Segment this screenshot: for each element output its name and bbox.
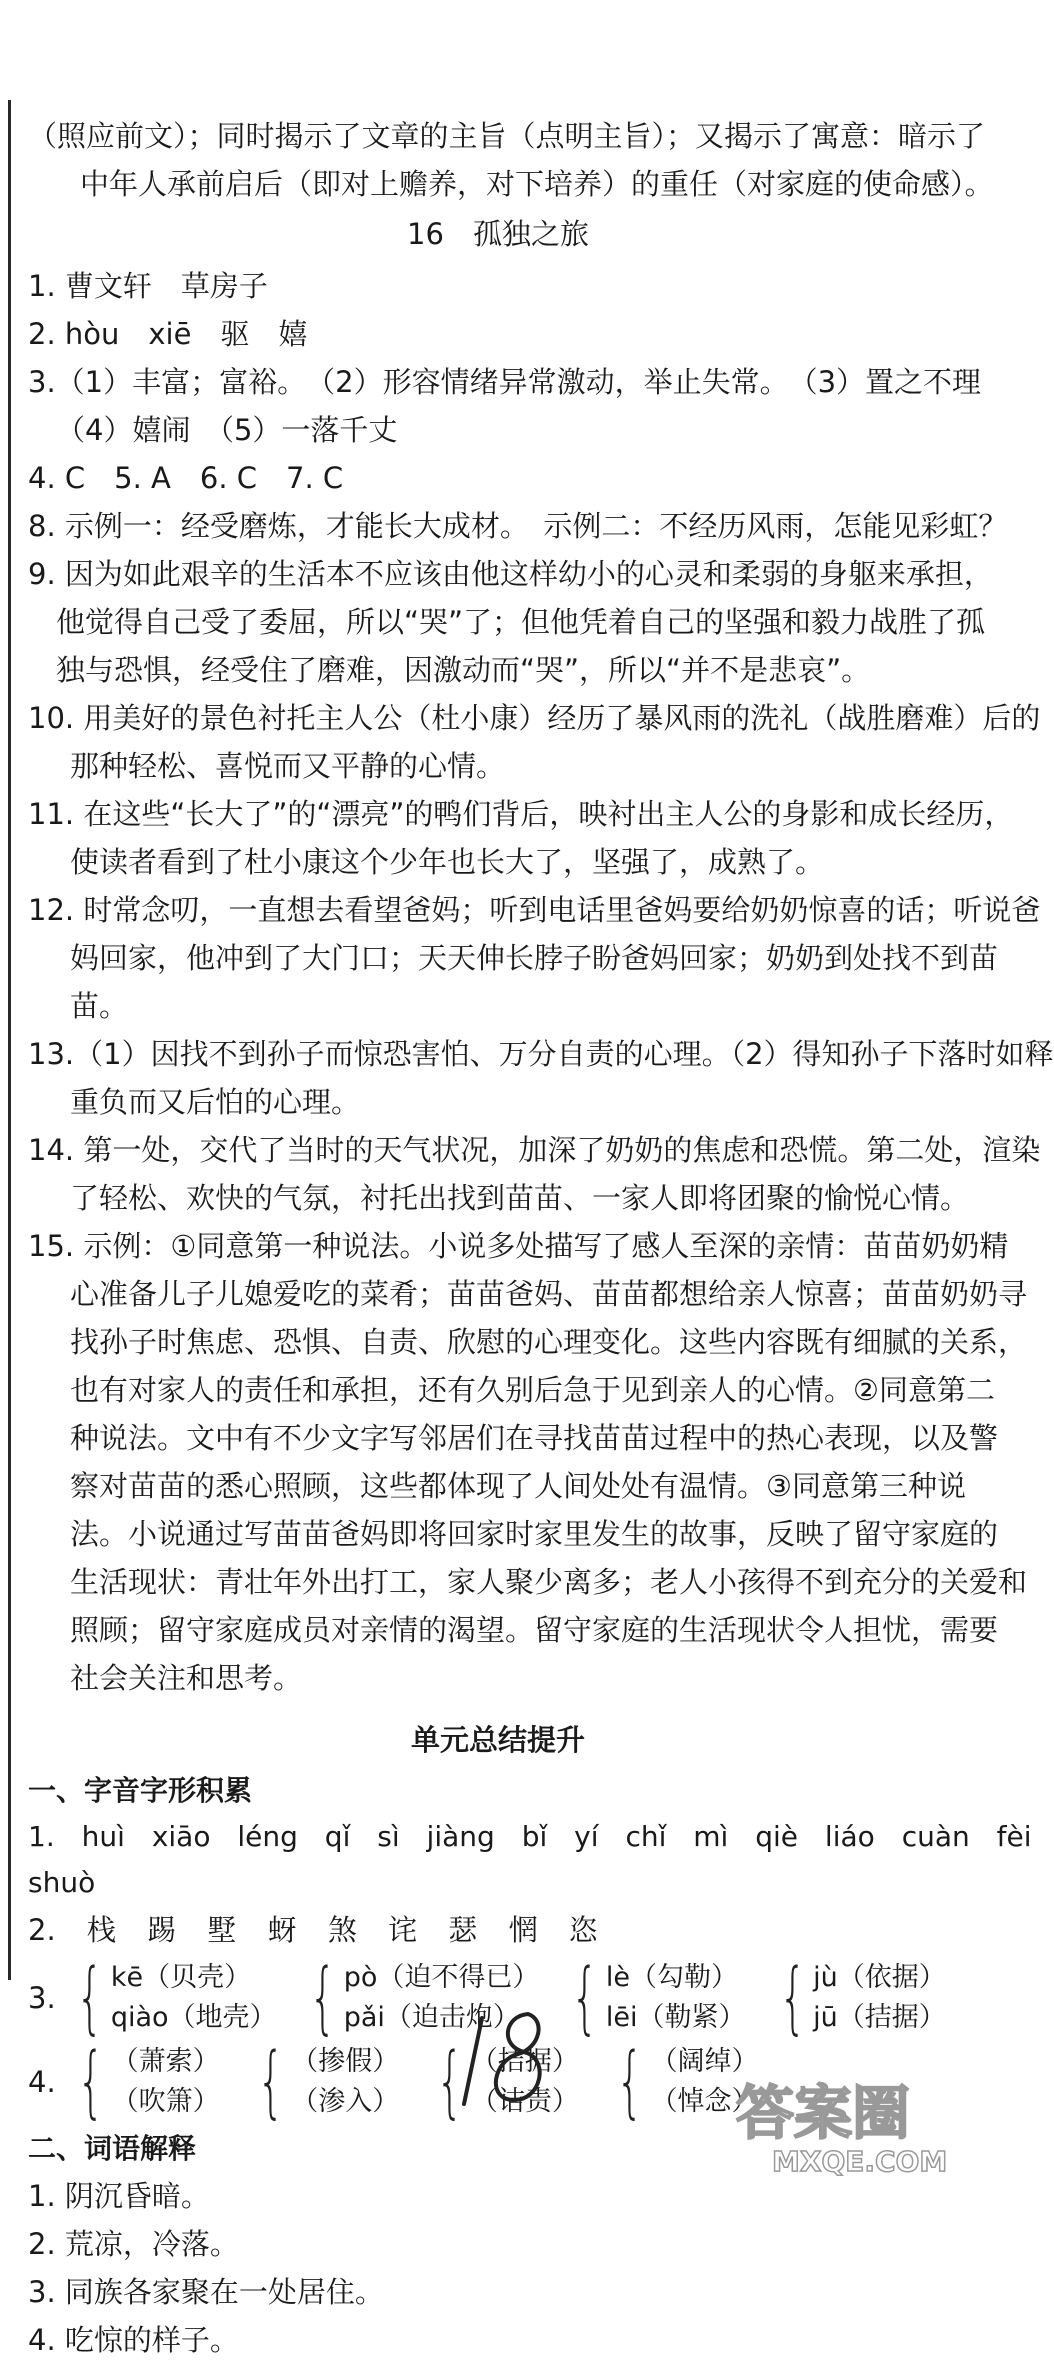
char: 煞 xyxy=(327,1913,357,1947)
answer-item-cont: 苗。 xyxy=(70,989,129,1023)
answer-item-cont: 生活现状：青壮年外出打工，家人聚少离多；老人小孩得不到充分的关爱和 xyxy=(70,1565,1028,1599)
answer-item-cont: 找孙子时焦虑、恐惧、自责、欣慰的心理变化。这些内容既有细腻的关系， xyxy=(70,1325,1028,1359)
definition-item: 2. 荒凉，冷落。 xyxy=(28,2227,239,2261)
section-heading: 一、字音字形积累 xyxy=(28,1774,253,1807)
item-number: 1. xyxy=(28,1820,55,1853)
pair-bottom: jū（拮据） xyxy=(813,2002,946,2033)
answer-item: 2. hòu xiē 驱 嬉 xyxy=(28,317,308,351)
brace-group xyxy=(65,1953,277,2043)
item-number: 2. xyxy=(28,1913,56,1947)
answer-item-cont: 察对苗苗的悉心照顾，这些都体现了人间处处有温情。③同意第三种说 xyxy=(70,1469,966,1503)
answer-item: 1. 曹文轩 草房子 xyxy=(28,269,268,303)
item-number: 3. xyxy=(28,1981,56,2015)
pair-bottom: lēi（勒紧） xyxy=(605,2002,746,2033)
answer-item: 12. 时常念叨，一直想去看望爸妈；听到电话里爸妈要给奶奶惊喜的话；听说爸 xyxy=(28,893,1041,927)
pinyin-word: chǐ xyxy=(625,1820,667,1853)
answer-item-cont: 社会关注和思考。 xyxy=(70,1661,303,1695)
section-heading: 二、词语解释 xyxy=(28,2132,197,2165)
pinyin-row xyxy=(28,1814,1032,1860)
char: 瑟 xyxy=(448,1913,478,1947)
brace-glyph: { xyxy=(616,2037,644,2127)
answer-item-cont: 种说法。文中有不少文字写邻居们在寻找苗苗过程中的热心表现，以及警 xyxy=(70,1421,999,1455)
watermark-logo xyxy=(724,2063,984,2183)
answer-item-cont: 法。小说通过写苗苗爸妈即将回家时家里发生的故事，反映了留守家庭的 xyxy=(70,1517,999,1551)
answer-item-cont: 使读者看到了杜小康这个少年也长大了，坚强了，成熟了。 xyxy=(70,845,825,879)
pair-bottom: （吹箫） xyxy=(111,2086,220,2117)
brace-group xyxy=(560,1953,746,2043)
lesson-title: 16 孤独之旅 xyxy=(407,217,589,251)
answer-item-cont: 独与恐惧，经受住了磨难，因激动而“哭”，所以“并不是悲哀”。 xyxy=(56,653,871,687)
answer-item: 8. 示例一：经受磨炼，才能长大成材。 示例二：不经历风雨，怎能见彩虹？ xyxy=(28,509,1008,543)
char: 墅 xyxy=(207,1913,237,1947)
brace-glyph: { xyxy=(256,2037,285,2127)
char: 栈 xyxy=(86,1913,116,1947)
answer-item-cont: 心准备儿子儿媳爱吃的菜肴；苗苗爸妈、苗苗都想给亲人惊喜；苗苗奶奶寻 xyxy=(70,1277,1028,1311)
char: 踢 xyxy=(147,1913,177,1947)
pair-top: kē（贝壳） xyxy=(110,1962,252,1993)
answer-item: 10. 用美好的景色衬托主人公（杜小康）经历了暴风雨的洗礼（战胜磨难）后的 xyxy=(28,701,1041,735)
char: 惘 xyxy=(508,1913,538,1947)
answer-item-cont: 也有对家人的责任和承担，还有久别后急于见到亲人的心情。②同意第二 xyxy=(70,1373,995,1407)
brace-group xyxy=(246,2037,400,2127)
svg-text:答案圈: 答案圈 xyxy=(736,2079,911,2147)
answer-item: 13.（1）因找不到孙子而惊恐害怕、万分自责的心理。（2）得知孙子下落时如释 xyxy=(28,1037,1054,1071)
pair-bottom: （悼念） xyxy=(650,2086,759,2117)
brace-group xyxy=(768,1953,946,2043)
pinyin-word: léng xyxy=(237,1820,298,1853)
answer-item-cont: 重负而又后怕的心理。 xyxy=(70,1085,361,1119)
answer-item-cont: 了轻松、欢快的气氛，衬托出找到苗苗、一家人即将团聚的愉悦心情。 xyxy=(70,1181,970,1215)
answer-item: 14. 第一处，交代了当时的天气状况，加深了奶奶的焦虑和恐慌。第二处，渲染 xyxy=(28,1133,1041,1167)
answer-item-cont: 那种轻松、喜悦而又平静的心情。 xyxy=(70,749,506,783)
pinyin-word: qiè xyxy=(755,1820,799,1853)
answer-item: 9. 因为如此艰辛的生活本不应该由他这样幼小的心灵和柔弱的身躯来承担， xyxy=(28,557,993,591)
brace-glyph: { xyxy=(77,2037,105,2127)
svg-text:MXQE.COM: MXQE.COM xyxy=(772,2145,948,2178)
pinyin-word: shuò xyxy=(28,1866,96,1899)
pair-top: jù（依据） xyxy=(813,1962,946,1993)
pair-top: pò（迫不得已） xyxy=(343,1962,540,1993)
answer-item: 3.（1）丰富；富裕。 （2）形容情绪异常激动，举止失常。 （3）置之不理 xyxy=(28,365,982,399)
answer-item-cont: 他觉得自己受了委屈，所以“哭”了；但他凭着自己的坚强和毅力战胜了孤 xyxy=(56,605,986,639)
brace-glyph: { xyxy=(436,2037,464,2127)
brace-glyph: { xyxy=(571,1953,599,2043)
pair-bottom: pǎi（迫击炮） xyxy=(343,2002,520,2033)
lesson-answers xyxy=(28,262,1054,1702)
char: 诧 xyxy=(388,1913,418,1947)
pinyin-word: xiāo xyxy=(151,1820,211,1853)
answer-item: 15. 示例：①同意第一种说法。小说多处描写了感人至深的亲情：苗苗奶奶精 xyxy=(28,1229,1009,1263)
brace-glyph: { xyxy=(309,1953,337,2043)
pair-bottom: （渗入） xyxy=(291,2086,400,2117)
pair-top: lè（勾勒） xyxy=(605,1962,738,1993)
text-line: 中年人承前启后（即对上赡养，对下培养）的重任（对家庭的使命感）。 xyxy=(80,167,994,201)
answer-item-cont: 妈回家，他冲到了大门口；天天伸长脖子盼爸妈回家；奶奶到处找不到苗 xyxy=(70,941,999,975)
answer-item-cont: （4）嬉闹 （5）一落千丈 xyxy=(56,413,398,447)
pair-top: （阔绰） xyxy=(650,2046,759,2077)
definition-item: 4. 吃惊的样子。 xyxy=(28,2323,239,2357)
margin-rule xyxy=(8,100,11,1980)
brace-glyph: { xyxy=(778,1953,807,2043)
chars-row xyxy=(28,1906,968,1954)
pinyin-word: yí xyxy=(574,1820,599,1853)
pair-bottom: qiào（地壳） xyxy=(110,2002,277,2033)
top-continuation xyxy=(28,112,994,208)
definition-item: 1. 阴沉昏暗。 xyxy=(28,2179,210,2213)
pinyin-word: liáo xyxy=(824,1820,875,1853)
handwritten-page-number xyxy=(442,2000,572,2120)
pinyin-word: bǐ xyxy=(521,1820,548,1853)
pinyin-word: qǐ xyxy=(324,1820,351,1853)
pinyin-word: jiàng xyxy=(426,1820,495,1853)
answer-item-cont: 照顾；留守家庭成员对亲情的渴望。留守家庭的生活现状令人担忧，需要 xyxy=(70,1613,999,1647)
pinyin-word: cuàn xyxy=(901,1820,970,1853)
pair-top: （拮据） xyxy=(470,2046,579,2077)
answer-item: 4. C 5. A 6. C 7. C xyxy=(28,461,344,495)
definition-item: 3. 同族各家聚在一处居住。 xyxy=(28,2275,384,2309)
brace-group xyxy=(66,2037,220,2127)
pinyin-word: huì xyxy=(81,1820,125,1853)
pair-top: （掺假） xyxy=(291,2046,400,2077)
item-number: 4. xyxy=(28,2065,56,2099)
char: 恣 xyxy=(568,1913,598,1947)
char: 蚜 xyxy=(267,1913,297,1947)
pinyin-word: fèi xyxy=(996,1820,1032,1853)
answer-item: 11. 在这些“长大了”的“漂亮”的鸭们背后，映衬出主人公的身影和成长经历， xyxy=(28,797,1014,831)
pair-bottom: （诘责） xyxy=(470,2086,579,2117)
pinyin-row-wrap xyxy=(28,1860,968,1906)
pinyin-word: mì xyxy=(693,1820,729,1853)
pair-top: （萧索） xyxy=(111,2046,220,2077)
brace-glyph: { xyxy=(76,1953,104,2043)
unit-summary-title: 单元总结提升 xyxy=(410,1723,585,1757)
text-line: （照应前文）；同时揭示了文章的主旨（点明主旨）；又揭示了寓意：暗示了 xyxy=(28,119,986,153)
pinyin-word: sì xyxy=(377,1820,400,1853)
